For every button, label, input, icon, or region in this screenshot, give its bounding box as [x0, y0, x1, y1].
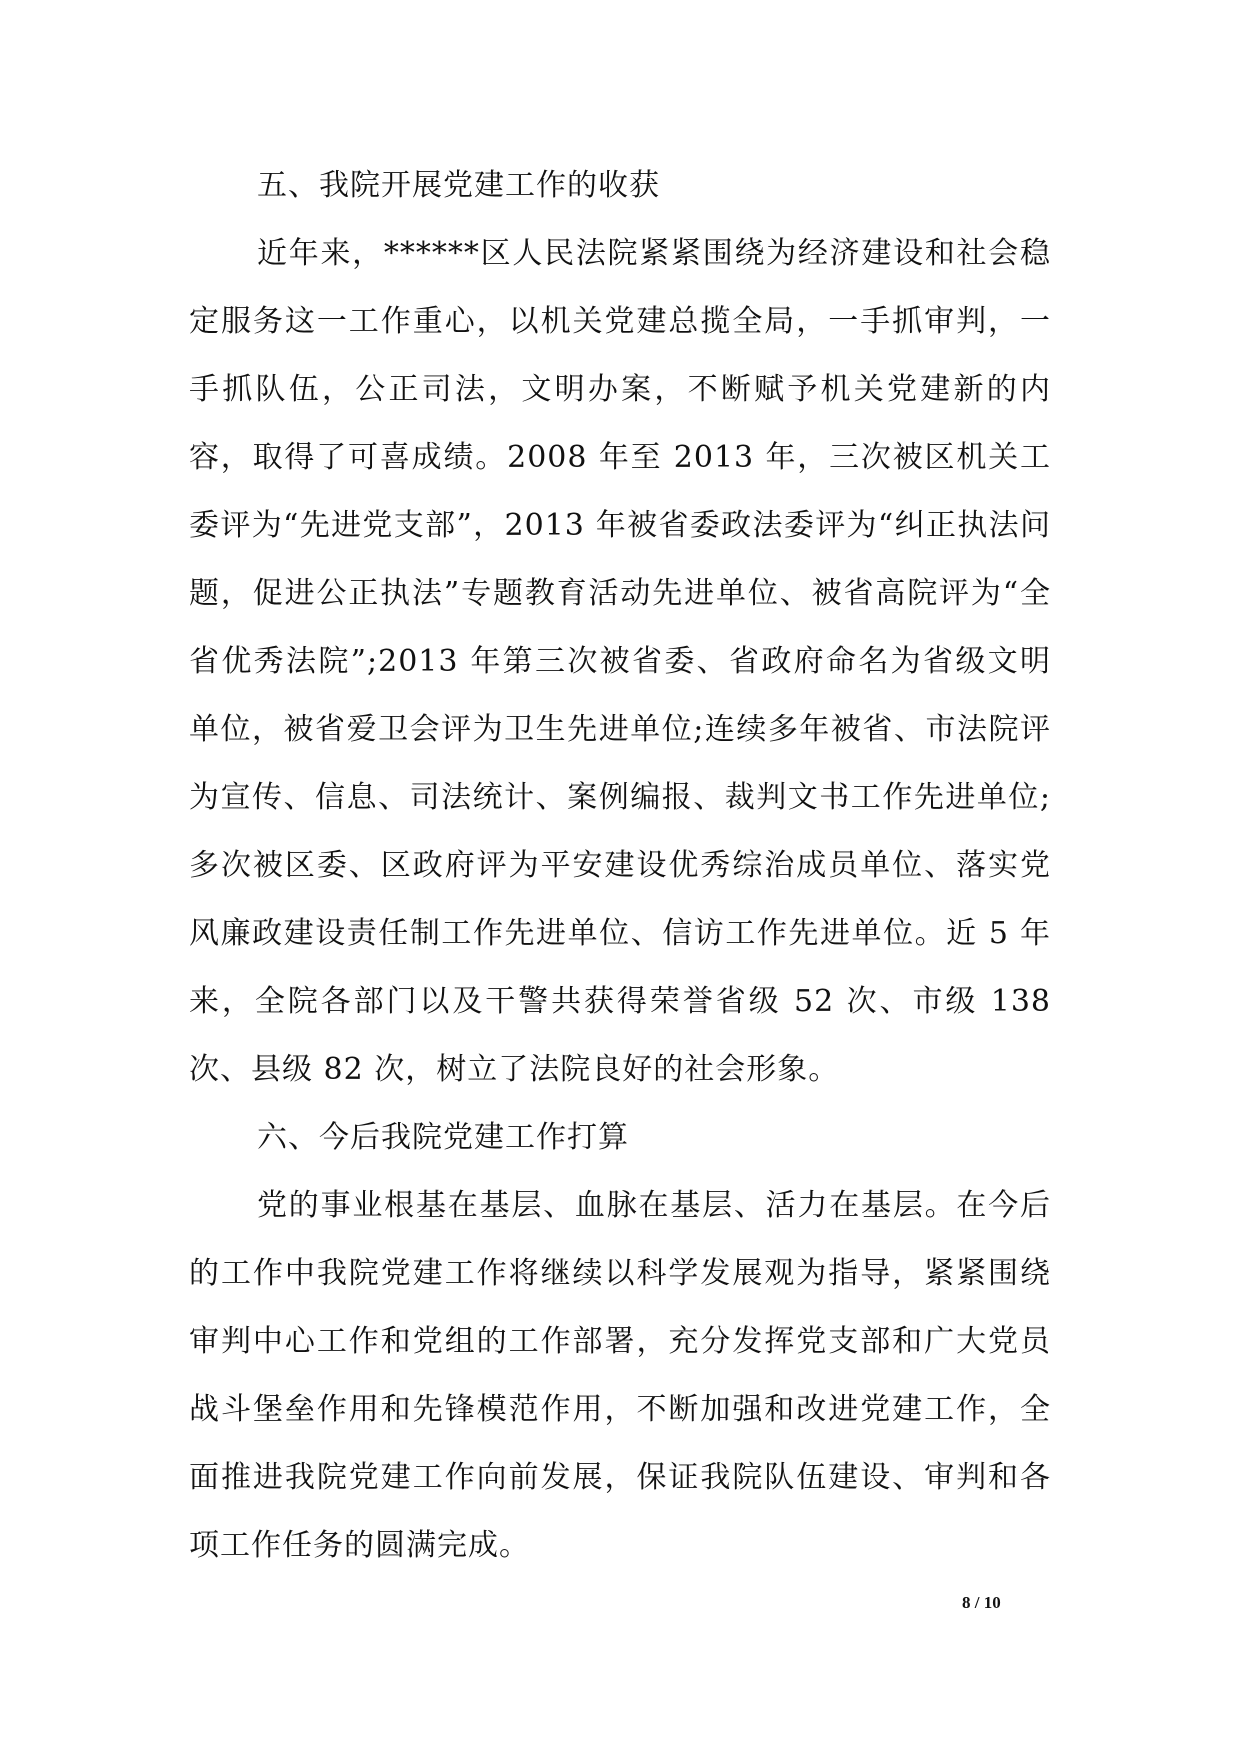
section-paragraph-6: 党的事业根基在基层、血脉在基层、活力在基层。在今后的工作中我院党建工作将继续以科学发展观为指导，紧紧围绕审判中心工作和党组的工作部署，充分发挥党支部和广大党员战斗堡垒作用和先锋模范作用，不断加强和改进党建工作，全面推进我院党建工作向前发展，保证我院队伍建设、审判和各项工作任务的圆满完成。	[189, 1188, 1051, 1563]
document-body	[189, 152, 1051, 1580]
section-heading-6: 六、今后我院党建工作打算	[257, 1120, 629, 1155]
section-paragraph-5: 近年来，******区人民法院紧紧围绕为经济建设和社会稳定服务这一工作重心，以机关党建总揽全局，一手抓审判，一手抓队伍，公正司法，文明办案，不断赋予机关党建新的内容，取得了可喜成绩。2008 年至 2013 年，三次被区机关工委评为“先进党支部”，2013 年被省委政法委评为“纠正执法问题，促进公正执法”专题教育活动先进单位、被省高院评为“全省优秀法院”;2013 年第三次被省委、省政府命名为省级文明单位，被省爱卫会评为卫生先进单位;连续多年被省、市法院评为宣传、信息、司法统计、案例编报、裁判文书工作先进单位;多次被区委、区政府评为平安建设优秀综治成员单位、落实党风廉政建设责任制工作先进单位、信访工作先进单位。近 5 年来，全院各部门以及干警共获得荣誉省级 52 次、市级 138 次、县级 82 次，树立了法院良好的社会形象。	[189, 236, 1051, 1087]
section-heading-5: 五、我院开展党建工作的收获	[257, 168, 660, 203]
page-number: 8 / 10	[962, 1593, 1001, 1612]
